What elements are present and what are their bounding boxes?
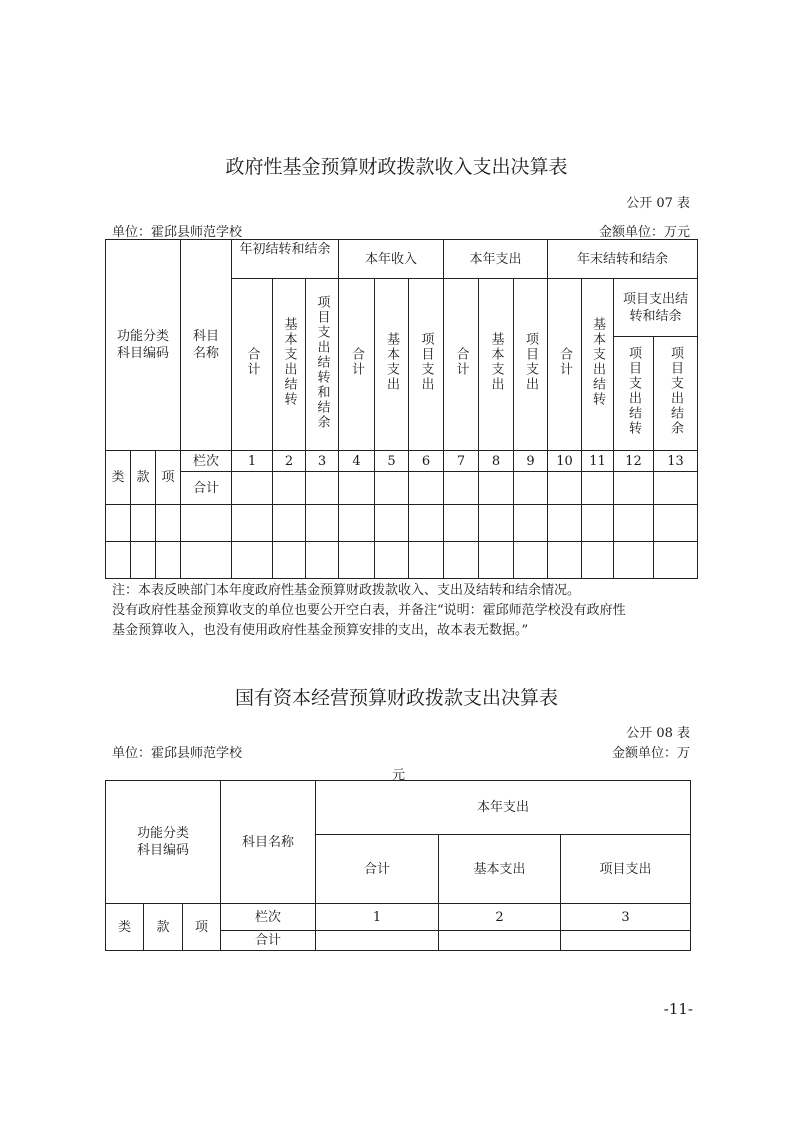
row-total-label: 合计 [221, 931, 316, 951]
col-number: 11 [582, 451, 614, 472]
col-number: 5 [375, 451, 409, 472]
empty-cell [106, 542, 131, 579]
empty-cell [514, 542, 548, 579]
data-cell [409, 472, 444, 505]
data-cell [339, 472, 375, 505]
header-function-code: 功能分类科目编码 [106, 240, 181, 451]
empty-cell [514, 505, 548, 542]
empty-cell [479, 542, 514, 579]
row-lanci-label: 栏次 [181, 451, 232, 472]
empty-cell [339, 505, 375, 542]
empty-cell [614, 542, 654, 579]
empty-cell [582, 505, 614, 542]
header-end-project-group: 项目支出结转和结余 [614, 279, 698, 337]
empty-cell [181, 542, 232, 579]
data-cell [375, 472, 409, 505]
col-number: 3 [561, 904, 691, 931]
col-number: 8 [479, 451, 514, 472]
empty-cell [582, 542, 614, 579]
col-number: 1 [232, 451, 273, 472]
col-number: 12 [614, 451, 654, 472]
table7-note-3: 基金预算收入，也没有使用政府性基金预算安排的支出，故本表无数据。” [112, 623, 529, 638]
header-end-total: 合计 [548, 279, 582, 451]
table8-amount-unit-wrap: 元 [392, 768, 406, 783]
empty-cell [156, 505, 181, 542]
empty-cell [181, 505, 232, 542]
empty-cell [548, 505, 582, 542]
header-lei: 类 [106, 451, 131, 505]
data-cell [561, 931, 691, 951]
empty-cell [306, 542, 339, 579]
header-kuan: 款 [131, 451, 156, 505]
table-row [106, 505, 698, 542]
col-number: 6 [409, 451, 444, 472]
col-number: 2 [439, 904, 561, 931]
empty-cell [409, 505, 444, 542]
table7-amount-unit: 金额单位：万元 [598, 225, 690, 240]
header-subject-name: 科目名称 [181, 240, 232, 451]
data-cell [654, 472, 698, 505]
header-income: 本年收入 [339, 240, 444, 279]
empty-cell [273, 542, 306, 579]
empty-cell [654, 542, 698, 579]
data-cell [582, 472, 614, 505]
col-number: 3 [306, 451, 339, 472]
header-basic: 基本支出 [439, 835, 561, 904]
header-begin-total: 合计 [232, 279, 273, 451]
empty-cell [479, 505, 514, 542]
table7-note-1: 注：本表反映部门本年度政府性基金预算财政拨款收入、支出及结转和结余情况。 [112, 583, 581, 598]
empty-cell [654, 505, 698, 542]
empty-cell [375, 505, 409, 542]
table-row [106, 542, 698, 579]
data-cell [306, 472, 339, 505]
empty-cell [409, 542, 444, 579]
col-number: 4 [339, 451, 375, 472]
header-end-basic-carry: 基本支出结转 [582, 279, 614, 451]
header-expense-project: 项目支出 [514, 279, 548, 451]
header-begin-balance: 年初结转和结余 [232, 240, 339, 279]
empty-cell [106, 505, 131, 542]
header-end-project-balance: 项目支出结余 [654, 337, 698, 451]
table8-title: 国有资本经营预算财政拨款支出决算表 [234, 687, 558, 709]
data-cell [439, 931, 561, 951]
header-begin-basic-carry: 基本支出结转 [273, 279, 306, 451]
header-end-balance: 年末结转和结余 [548, 240, 698, 279]
col-number: 1 [316, 904, 439, 931]
header-lei: 类 [106, 904, 144, 951]
empty-cell [156, 542, 181, 579]
header-income-basic: 基本支出 [375, 279, 409, 451]
header-total: 合计 [316, 835, 439, 904]
table7-title: 政府性基金预算财政拨款收入支出决算表 [225, 156, 568, 178]
header-income-project: 项目支出 [409, 279, 444, 451]
table8 [105, 780, 691, 951]
header-income-total: 合计 [339, 279, 375, 451]
col-number: 7 [444, 451, 479, 472]
table8-code: 公开 08 表 [626, 726, 690, 741]
table7-unit: 单位：霍邱县师范学校 [112, 225, 243, 240]
data-cell [548, 472, 582, 505]
empty-cell [131, 505, 156, 542]
header-begin-project: 项目支出结转和结余 [306, 279, 339, 451]
empty-cell [375, 542, 409, 579]
col-number: 13 [654, 451, 698, 472]
table7-note-2: 没有政府性基金预算收支的单位也要公开空白表，并备注“说明：霍邱师范学校没有政府性 [112, 603, 626, 618]
data-cell [514, 472, 548, 505]
header-function-code: 功能分类科目编码 [106, 781, 221, 904]
empty-cell [614, 505, 654, 542]
empty-cell [273, 505, 306, 542]
header-xiang: 项 [156, 451, 181, 505]
col-number: 2 [273, 451, 306, 472]
col-number: 9 [514, 451, 548, 472]
empty-cell [444, 505, 479, 542]
table7 [105, 239, 698, 579]
data-cell [232, 472, 273, 505]
header-kuan: 款 [144, 904, 183, 951]
header-expense: 本年支出 [316, 781, 691, 835]
header-expense: 本年支出 [444, 240, 548, 279]
header-xiang: 项 [183, 904, 221, 951]
table8-amount-unit: 金额单位：万 [611, 746, 690, 761]
empty-cell [339, 542, 375, 579]
empty-cell [131, 542, 156, 579]
header-subject-name: 科目名称 [221, 781, 316, 904]
empty-cell [232, 542, 273, 579]
col-number: 10 [548, 451, 582, 472]
table8-unit: 单位：霍邱县师范学校 [112, 746, 243, 761]
empty-cell [306, 505, 339, 542]
row-lanci-label: 栏次 [221, 904, 316, 931]
header-project: 项目支出 [561, 835, 691, 904]
table7-code: 公开 07 表 [626, 196, 690, 211]
data-cell [614, 472, 654, 505]
data-cell [273, 472, 306, 505]
data-cell [479, 472, 514, 505]
data-cell [316, 931, 439, 951]
header-end-project-carry: 项目支出结转 [614, 337, 654, 451]
empty-cell [232, 505, 273, 542]
header-expense-total: 合计 [444, 279, 479, 451]
empty-cell [444, 542, 479, 579]
data-cell [444, 472, 479, 505]
header-expense-basic: 基本支出 [479, 279, 514, 451]
row-total-label: 合计 [181, 472, 232, 505]
empty-cell [548, 542, 582, 579]
page-number: -11- [663, 1000, 693, 1018]
